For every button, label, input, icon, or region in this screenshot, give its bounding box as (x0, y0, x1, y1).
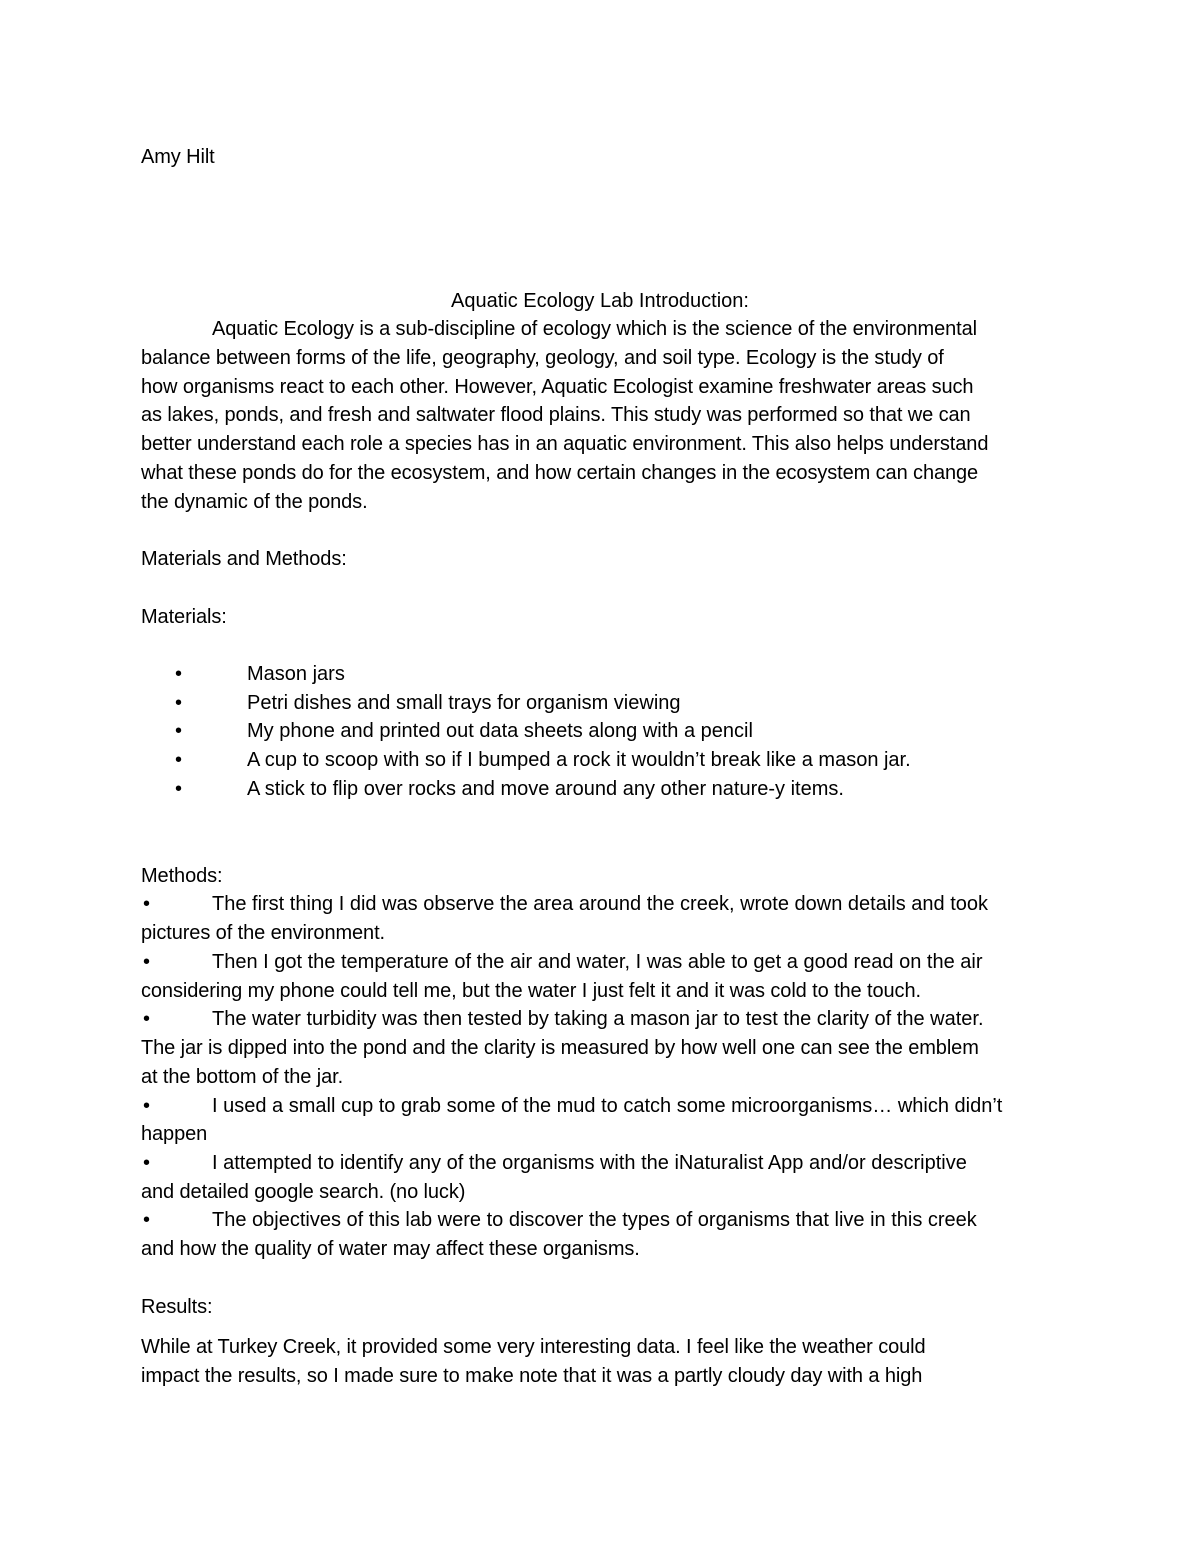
intro-title: Aquatic Ecology Lab Introduction: (451, 290, 749, 312)
intro-line: how organisms react to each other. However, Aquatic Ecologist examine freshwater areas such (141, 376, 974, 398)
method-step-continued: and how the quality of water may affect these organisms. (141, 1238, 640, 1260)
method-step-continued: The jar is dipped into the pond and the clarity is measured by how well one can see the emblem (141, 1037, 979, 1059)
method-step: I attempted to identify any of the organisms with the iNaturalist App and/or descriptive (212, 1152, 967, 1174)
intro-line: the dynamic of the ponds. (141, 491, 368, 513)
bullet-icon: • (175, 692, 183, 714)
bullet-icon: • (143, 1152, 151, 1174)
bullet-icon: • (175, 749, 183, 771)
method-step: The first thing I did was observe the area around the creek, wrote down details and took (212, 893, 988, 915)
materials-heading: Materials: (141, 606, 227, 628)
bullet-icon: • (143, 1095, 151, 1117)
list-item: A cup to scoop with so if I bumped a rock it wouldn’t break like a mason jar. (247, 749, 911, 771)
method-step-continued: happen (141, 1123, 208, 1145)
intro-line: balance between forms of the life, geography, geology, and soil type. Ecology is the study of (141, 347, 944, 369)
results-heading: Results: (141, 1296, 213, 1318)
intro-line: as lakes, ponds, and fresh and saltwater flood plains. This study was performed so that we can (141, 404, 971, 426)
method-step-continued: pictures of the environment. (141, 922, 385, 944)
intro-line: what these ponds do for the ecosystem, and how certain changes in the ecosystem can change (141, 462, 979, 484)
list-item: A stick to flip over rocks and move around any other nature-y items. (247, 778, 844, 800)
bullet-icon: • (175, 720, 183, 742)
intro-line: Aquatic Ecology is a sub-discipline of ecology which is the science of the environmental (212, 318, 977, 340)
method-step: The objectives of this lab were to discover the types of organisms that live in this creek (212, 1209, 977, 1231)
materials-methods-heading: Materials and Methods: (141, 548, 347, 570)
author-name: Amy Hilt (141, 146, 215, 168)
method-step: Then I got the temperature of the air and water, I was able to get a good read on the air (212, 951, 983, 973)
method-step-continued: considering my phone could tell me, but the water I just felt it and it was cold to the touch. (141, 980, 921, 1002)
method-step-continued: at the bottom of the jar. (141, 1066, 344, 1088)
method-step: The water turbidity was then tested by taking a mason jar to test the clarity of the water. (212, 1008, 984, 1030)
method-step: I used a small cup to grab some of the mud to catch some microorganisms… which didn’t (212, 1095, 1003, 1117)
bullet-icon: • (175, 778, 183, 800)
results-line: impact the results, so I made sure to make note that it was a partly cloudy day with a high (141, 1365, 923, 1387)
method-step-continued: and detailed google search. (no luck) (141, 1181, 466, 1203)
methods-heading: Methods: (141, 865, 223, 887)
intro-line: better understand each role a species has in an aquatic environment. This also helps understand (141, 433, 989, 455)
bullet-icon: • (143, 1209, 151, 1231)
bullet-icon: • (143, 1008, 151, 1030)
list-item: Petri dishes and small trays for organism viewing (247, 692, 681, 714)
list-item: Mason jars (247, 663, 345, 685)
list-item: My phone and printed out data sheets along with a pencil (247, 720, 753, 742)
bullet-icon: • (175, 663, 183, 685)
bullet-icon: • (143, 951, 151, 973)
bullet-icon: • (143, 893, 151, 915)
results-line: While at Turkey Creek, it provided some very interesting data. I feel like the weather could (141, 1336, 926, 1358)
